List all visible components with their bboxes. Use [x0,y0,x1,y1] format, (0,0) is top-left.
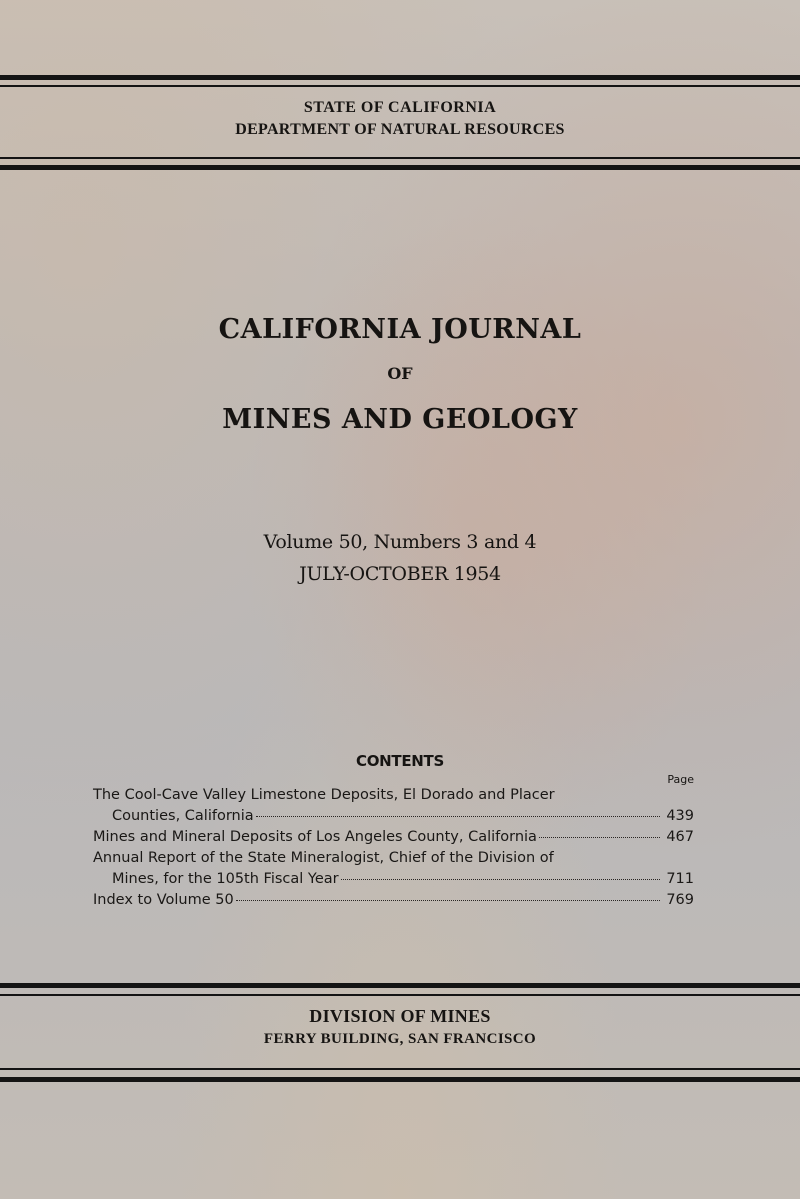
toc-entry-title: Mines and Mineral Deposits of Los Angeles County, California [93,829,537,845]
issue-volume: Volume 50, Numbers 3 and 4 [263,531,537,553]
contents-heading: CONTENTS [356,752,444,770]
footer-division: DIVISION OF MINES [309,1006,491,1026]
toc-entry-page: 439 [666,808,694,824]
top-rule-thick-1 [0,75,800,80]
bottom-rule-thin-2 [0,1068,800,1070]
contents-list [93,787,694,913]
toc-entry-page: 711 [666,871,694,887]
top-rule-thick-2 [0,165,800,170]
bottom-rule-thick-1 [0,983,800,988]
journal-title-line-1: CALIFORNIA JOURNAL [218,314,582,345]
toc-entry-page: 467 [666,829,694,845]
bottom-rule-thin-1 [0,994,800,996]
toc-entry-3-line-2 [93,871,694,892]
toc-entry-2 [93,829,694,850]
journal-title-line-3: MINES AND GEOLOGY [222,404,578,435]
toc-entry-page: 769 [666,892,694,908]
bottom-rule-thick-2 [0,1077,800,1082]
footer-address: FERRY BUILDING, SAN FRANCISCO [263,1031,537,1047]
toc-entry-title: Counties, California [112,808,254,824]
toc-entry-1-line-2 [93,808,694,829]
toc-entry-title: The Cool-Cave Valley Limestone Deposits, El Dorado and Placer [93,787,555,803]
dot-leader [236,900,661,901]
toc-entry-1-line-1 [93,787,694,808]
toc-entry-title: Mines, for the 105th Fiscal Year [112,871,339,887]
page-column-label: Page [667,773,694,786]
header-state: STATE OF CALIFORNIA [303,99,497,116]
dot-leader [256,816,661,817]
top-rule-thin-1 [0,85,800,87]
dot-leader [539,837,660,838]
toc-entry-3-line-1 [93,850,694,871]
toc-entry-title: Index to Volume 50 [93,892,234,908]
dot-leader [341,879,661,880]
toc-entry-4 [93,892,694,913]
header-department: DEPARTMENT OF NATURAL RESOURCES [235,121,565,138]
toc-entry-title: Annual Report of the State Mineralogist, Chief of the Division of [93,850,554,866]
top-rule-thin-2 [0,157,800,159]
issue-date: JULY-OCTOBER 1954 [299,563,501,585]
journal-title-line-2: OF [387,364,413,383]
